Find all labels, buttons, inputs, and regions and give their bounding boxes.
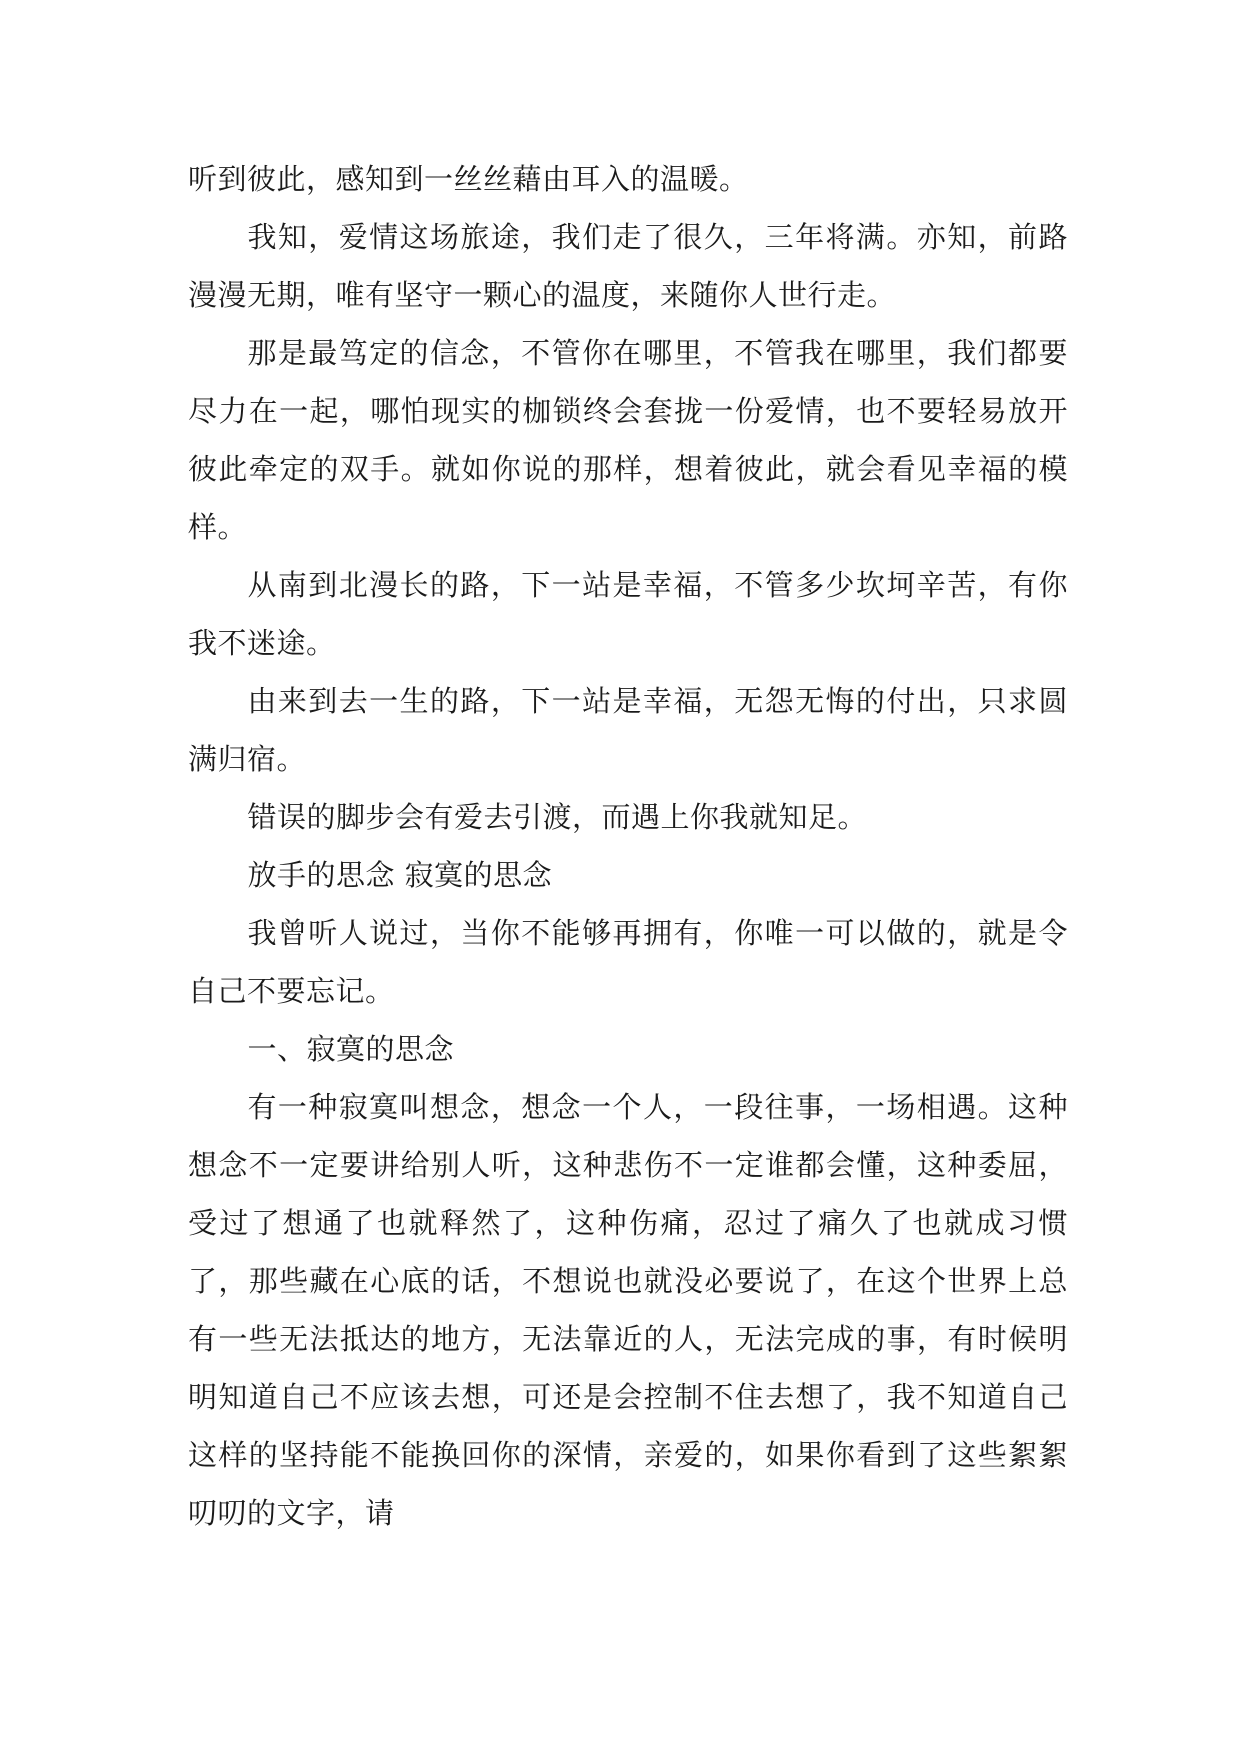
section-heading-1: 一、寂寞的思念: [247, 1032, 454, 1066]
paragraph-1: 听到彼此，感知到一丝丝藉由耳入的温暖。: [188, 162, 749, 196]
paragraph-8: 有一种寂寞叫想念，想念一个人，一段往事，一场相遇。这种想念不一定要讲给别人听，这种悲伤不一定谁都会懂，这种委屈，受过了想通了也就释然了，这种伤痛，忍过了痛久了也就成习惯了，那些藏在心底的话，不想说也就没必要说了，在这个世界上总有一些无法抵达的地方，无法靠近的人，无法完成的事，有时候明明知道自己不应该去想，可还是会控制不住去想了，我不知道自己这样的坚持能不能换回你的深情，亲爱的，如果你看到了这些絮絮叨叨的文字，请: [188, 1090, 1068, 1530]
paragraph-2: 我知，爱情这场旅途，我们走了很久，三年将满。亦知，前路漫漫无期，唯有坚守一颗心的温度，来随你人世行走。: [188, 220, 1068, 312]
document-page: [188, 150, 1068, 1542]
paragraph-4: 从南到北漫长的路，下一站是幸福，不管多少坎坷辛苦，有你我不迷途。: [188, 568, 1068, 660]
paragraph-5: 由来到去一生的路，下一站是幸福，无怨无悔的付出，只求圆满归宿。: [188, 684, 1068, 776]
paragraph-6: 错误的脚步会有爱去引渡，而遇上你我就知足。: [247, 800, 867, 834]
paragraph-7: 我曾听人说过，当你不能够再拥有，你唯一可以做的，就是令自己不要忘记。: [188, 916, 1068, 1008]
section-title-1: 放手的思念 寂寞的思念: [247, 858, 553, 892]
paragraph-3: 那是最笃定的信念，不管你在哪里，不管我在哪里，我们都要尽力在一起，哪怕现实的枷锁终会套拢一份爱情，也不要轻易放开彼此牵定的双手。就如你说的那样，想着彼此，就会看见幸福的模样。: [188, 336, 1068, 544]
